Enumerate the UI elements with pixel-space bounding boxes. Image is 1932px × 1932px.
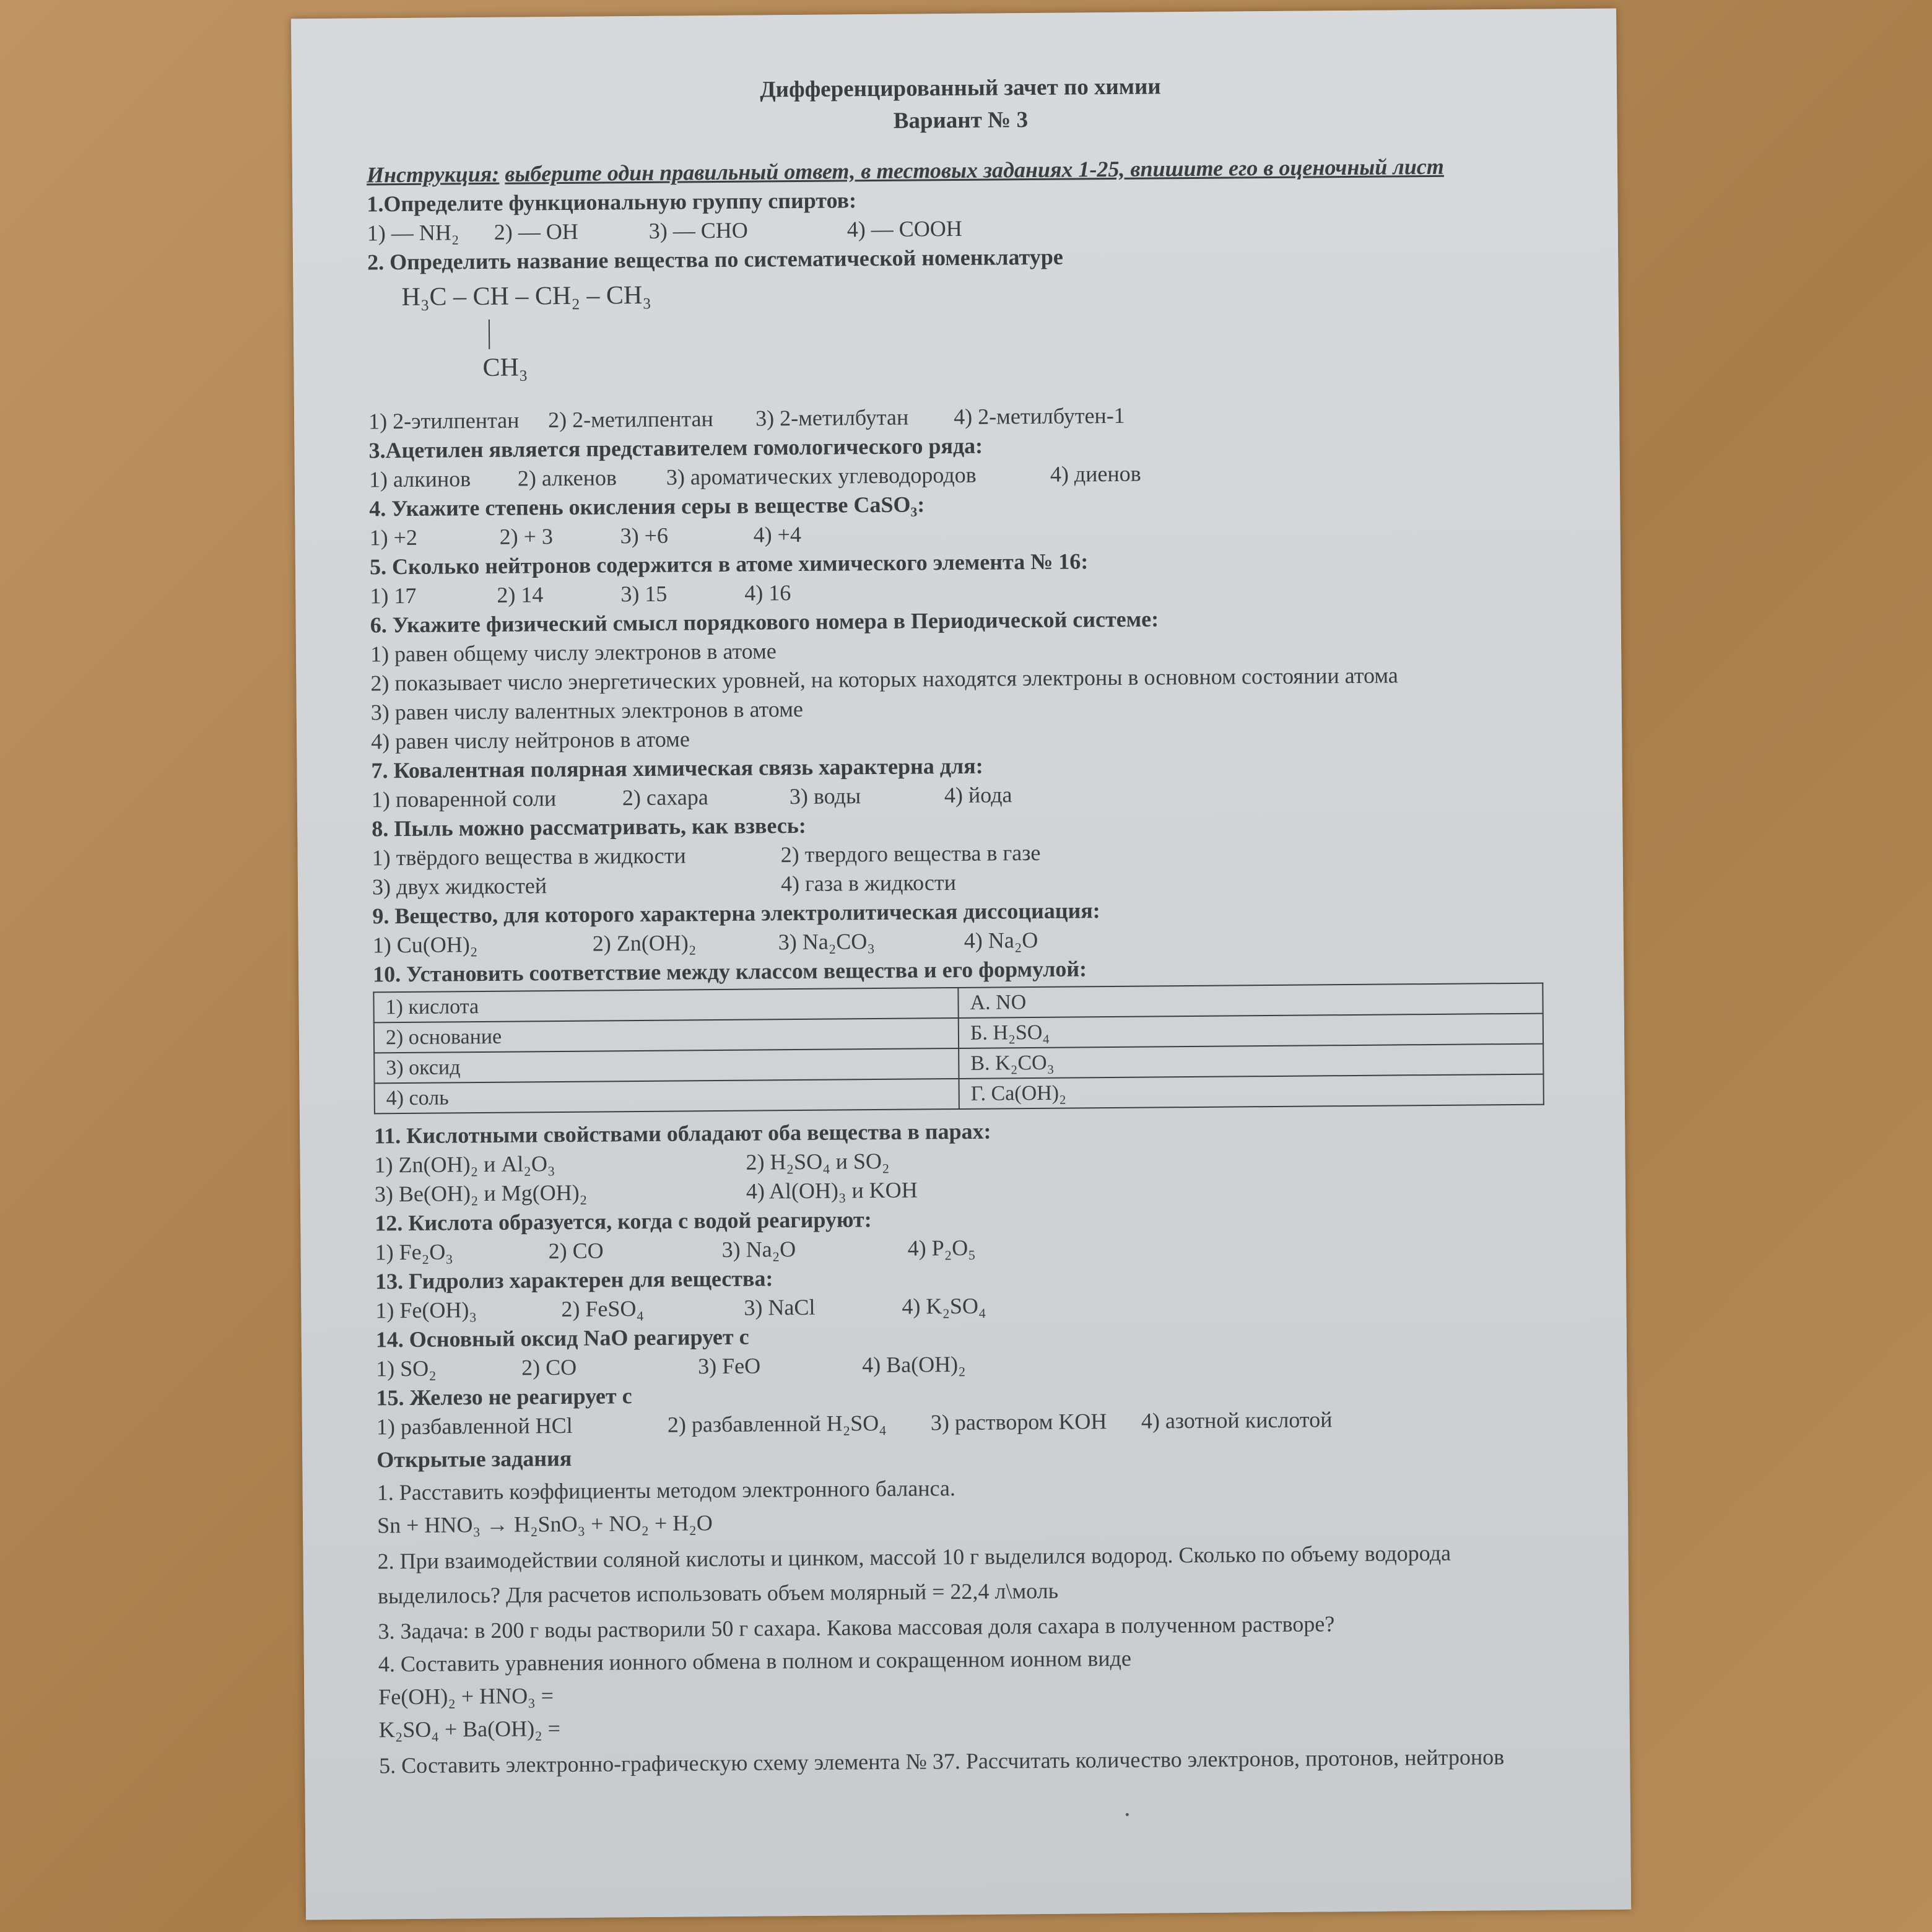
option: 1) твёрдого вещества в жидкости: [372, 843, 686, 871]
option: 1) — NH₂: [367, 220, 459, 246]
option: 2) разбавленной H₂SO₄: [667, 1410, 887, 1437]
option: 1) поваренной соли: [371, 786, 557, 812]
option: 1) 17: [370, 583, 417, 609]
question-12: 12. Кислота образуется, когда с водой реагируют:: [375, 1207, 872, 1236]
option: 3) раствором KOH: [930, 1409, 1107, 1435]
option: 4) 2-метилбутен-1: [953, 402, 1125, 430]
option: 1) SO₂: [376, 1355, 437, 1382]
open-task-1: 1. Расставить коэффициенты методом электронного баланса.: [376, 1476, 956, 1505]
question-15: 15. Железо не реагирует с: [376, 1383, 632, 1411]
table-cell: В. K₂CO₃: [959, 1044, 1543, 1079]
option: 4) Na₂O: [964, 927, 1038, 953]
question-11: 11. Кислотными свойствами обладают оба вещества в парах:: [374, 1118, 991, 1149]
option: 3) равен числу валентных электронов в атоме: [370, 696, 804, 725]
formula-main-chain: H₃C – CH – CH₂ – CH₃: [401, 281, 652, 312]
table-cell: 3) оксид: [374, 1048, 959, 1083]
option: 1) +2: [369, 524, 418, 550]
question-6: 6. Укажите физический смысл порядкового номера в Периодической системе:: [370, 606, 1159, 638]
open-task-4-equation-2: K₂SO₄ + Ba(OH)₂ =: [378, 1716, 561, 1743]
open-task-5: 5. Составить электронно-графическую схему элемента № 37. Рассчитать количество электронов, протонов, нейтронов: [379, 1744, 1505, 1778]
option: 1) алкинов: [368, 466, 471, 492]
option: 3) 2-метилбутан: [755, 404, 909, 431]
option: 3) Na₂O: [721, 1237, 796, 1263]
question-2: 2. Определить название вещества по систематической номенклатуре: [367, 244, 1063, 275]
option: 2) 2-метилпентан: [547, 406, 713, 433]
formula-branch: CH₃: [482, 353, 528, 382]
option: 2) CO: [548, 1238, 604, 1264]
option: 2) FeSO₄: [561, 1295, 645, 1322]
open-tasks-heading: Открытые задания: [376, 1445, 572, 1473]
option: 2) 14: [497, 582, 544, 607]
option: 3) Be(OH)₂ и Mg(OH)₂: [374, 1180, 588, 1207]
option: 2) H₂SO₄ и SO₂: [746, 1148, 890, 1175]
option: 3) воды: [789, 783, 861, 809]
option: 2) Zn(OH)₂: [592, 930, 697, 956]
option: 1) Zn(OH)₂ и Al₂O₃: [374, 1151, 555, 1178]
question-10: 10. Установить соответствие между классом вещества и его формулой:: [372, 956, 1087, 987]
open-task-4: 4. Составить уравнения ионного обмена в полном и сокращенном ионном виде: [378, 1645, 1132, 1677]
table-cell: 4) соль: [375, 1079, 959, 1113]
matching-table: [373, 983, 1544, 1115]
option: 2) — OH: [494, 219, 578, 245]
paper-speck: [1126, 1813, 1129, 1816]
option: 1) Cu(OH)₂: [372, 932, 478, 958]
option: 3) NaCl: [744, 1294, 816, 1320]
option: 4) — COOH: [846, 215, 962, 242]
open-task-2: 2. При взаимодействии соляной кислоты и цинком, массой 10 г выделился водород. Сколько по объему водорода выделилось? Для расчетов использовать объем молярный = 22,4 л\моль: [377, 1540, 1451, 1609]
question-7: 7. Ковалентная полярная химическая связь характерна для:: [371, 753, 983, 783]
page-title: Дифференцированный зачет по химии: [760, 74, 1161, 103]
option: 1) разбавленной HCl: [376, 1412, 573, 1440]
open-task-3: 3. Задача: в 200 г воды растворили 50 г сахара. Какова массовая доля сахара в полученном растворе?: [378, 1611, 1335, 1644]
sheet-content: [366, 67, 1569, 1783]
option: 3) 15: [620, 581, 668, 607]
option: 1) 2-этилпентан: [368, 407, 520, 434]
structural-formula: [367, 268, 1557, 407]
option: 4) 16: [744, 580, 791, 606]
question-4: 4. Укажите степень окисления серы в веществе CaSO₃:: [369, 492, 925, 521]
table-cell: А. NO: [958, 983, 1543, 1018]
table-cell: Б. H₂SO₄: [959, 1014, 1543, 1048]
table-cell: 1) кислота: [373, 988, 958, 1022]
option: 3) +6: [620, 523, 669, 549]
option: 4) газа в жидкости: [780, 870, 957, 897]
option: 2) сахара: [622, 785, 708, 811]
option: 4) K₂SO₄: [902, 1293, 986, 1319]
open-task-4-equation-1: Fe(OH)₂ + HNO₃ =: [378, 1683, 554, 1710]
option: 4) Ba(OH)₂: [861, 1351, 966, 1378]
option: 4) диенов: [1050, 461, 1141, 487]
option: 3) FeO: [697, 1353, 761, 1379]
option: 4) равен числу нейтронов в атоме: [371, 726, 690, 754]
open-task-1-equation: Sn + HNO₃ → H₂SnO₃ + NO₂ + H₂O: [376, 1510, 713, 1538]
table-cell: Г. Ca(OH)₂: [959, 1074, 1544, 1109]
question-14: 14. Основный оксид NaO реагирует с: [375, 1324, 749, 1352]
option: 3) двух жидкостей: [372, 873, 547, 900]
option: 3) — CHO: [648, 217, 748, 243]
option: 2) твердого вещества в газе: [780, 840, 1041, 868]
option: 3) Na₂CO₃: [778, 929, 875, 955]
question-3: 3.Ацетилен является представителем гомологического ряда:: [368, 433, 983, 463]
option: 3) ароматических углеводородов: [666, 462, 977, 490]
option: 4) Al(OH)₃ и KOH: [746, 1177, 918, 1204]
option: 4) азотной кислотой: [1141, 1407, 1333, 1434]
option: 4) +4: [753, 521, 802, 547]
question-13: 13. Гидролиз характерен для вещества:: [375, 1266, 773, 1294]
question-8: 8. Пыль можно рассматривать, как взвесь:: [372, 812, 806, 842]
variant-title: Вариант № 3: [893, 107, 1029, 134]
formula-bond: [489, 320, 490, 349]
option: 1) Fe₂O₃: [375, 1239, 453, 1265]
option: 1) равен общему числу электронов в атоме: [370, 638, 777, 667]
option: 2) алкенов: [517, 465, 617, 491]
option: 2) показывает число энергетических уровней, на которых находятся электроны в основном состоянии атома: [370, 663, 1398, 696]
question-5: 5. Сколько нейтронов содержится в атоме химического элемента № 16:: [369, 549, 1089, 580]
table-cell: 2) основание: [374, 1018, 959, 1053]
instruction-label: Инструкция:: [366, 161, 500, 188]
option: 4) йода: [944, 782, 1012, 808]
option: 4) P₂O₅: [907, 1235, 976, 1261]
exam-sheet: [291, 9, 1631, 1920]
option: 2) + 3: [499, 524, 554, 549]
instruction-text: выберите один правильный ответ, в тестовых заданиях 1-25, впишите его в оценочный лист: [505, 154, 1444, 186]
question-1: 1.Определите функциональную группу спиртов:: [367, 188, 857, 217]
option: 2) CO: [521, 1354, 577, 1380]
option: 1) Fe(OH)₃: [375, 1297, 477, 1323]
question-9: 9. Вещество, для которого характерна электролитическая диссоциация:: [372, 898, 1100, 929]
